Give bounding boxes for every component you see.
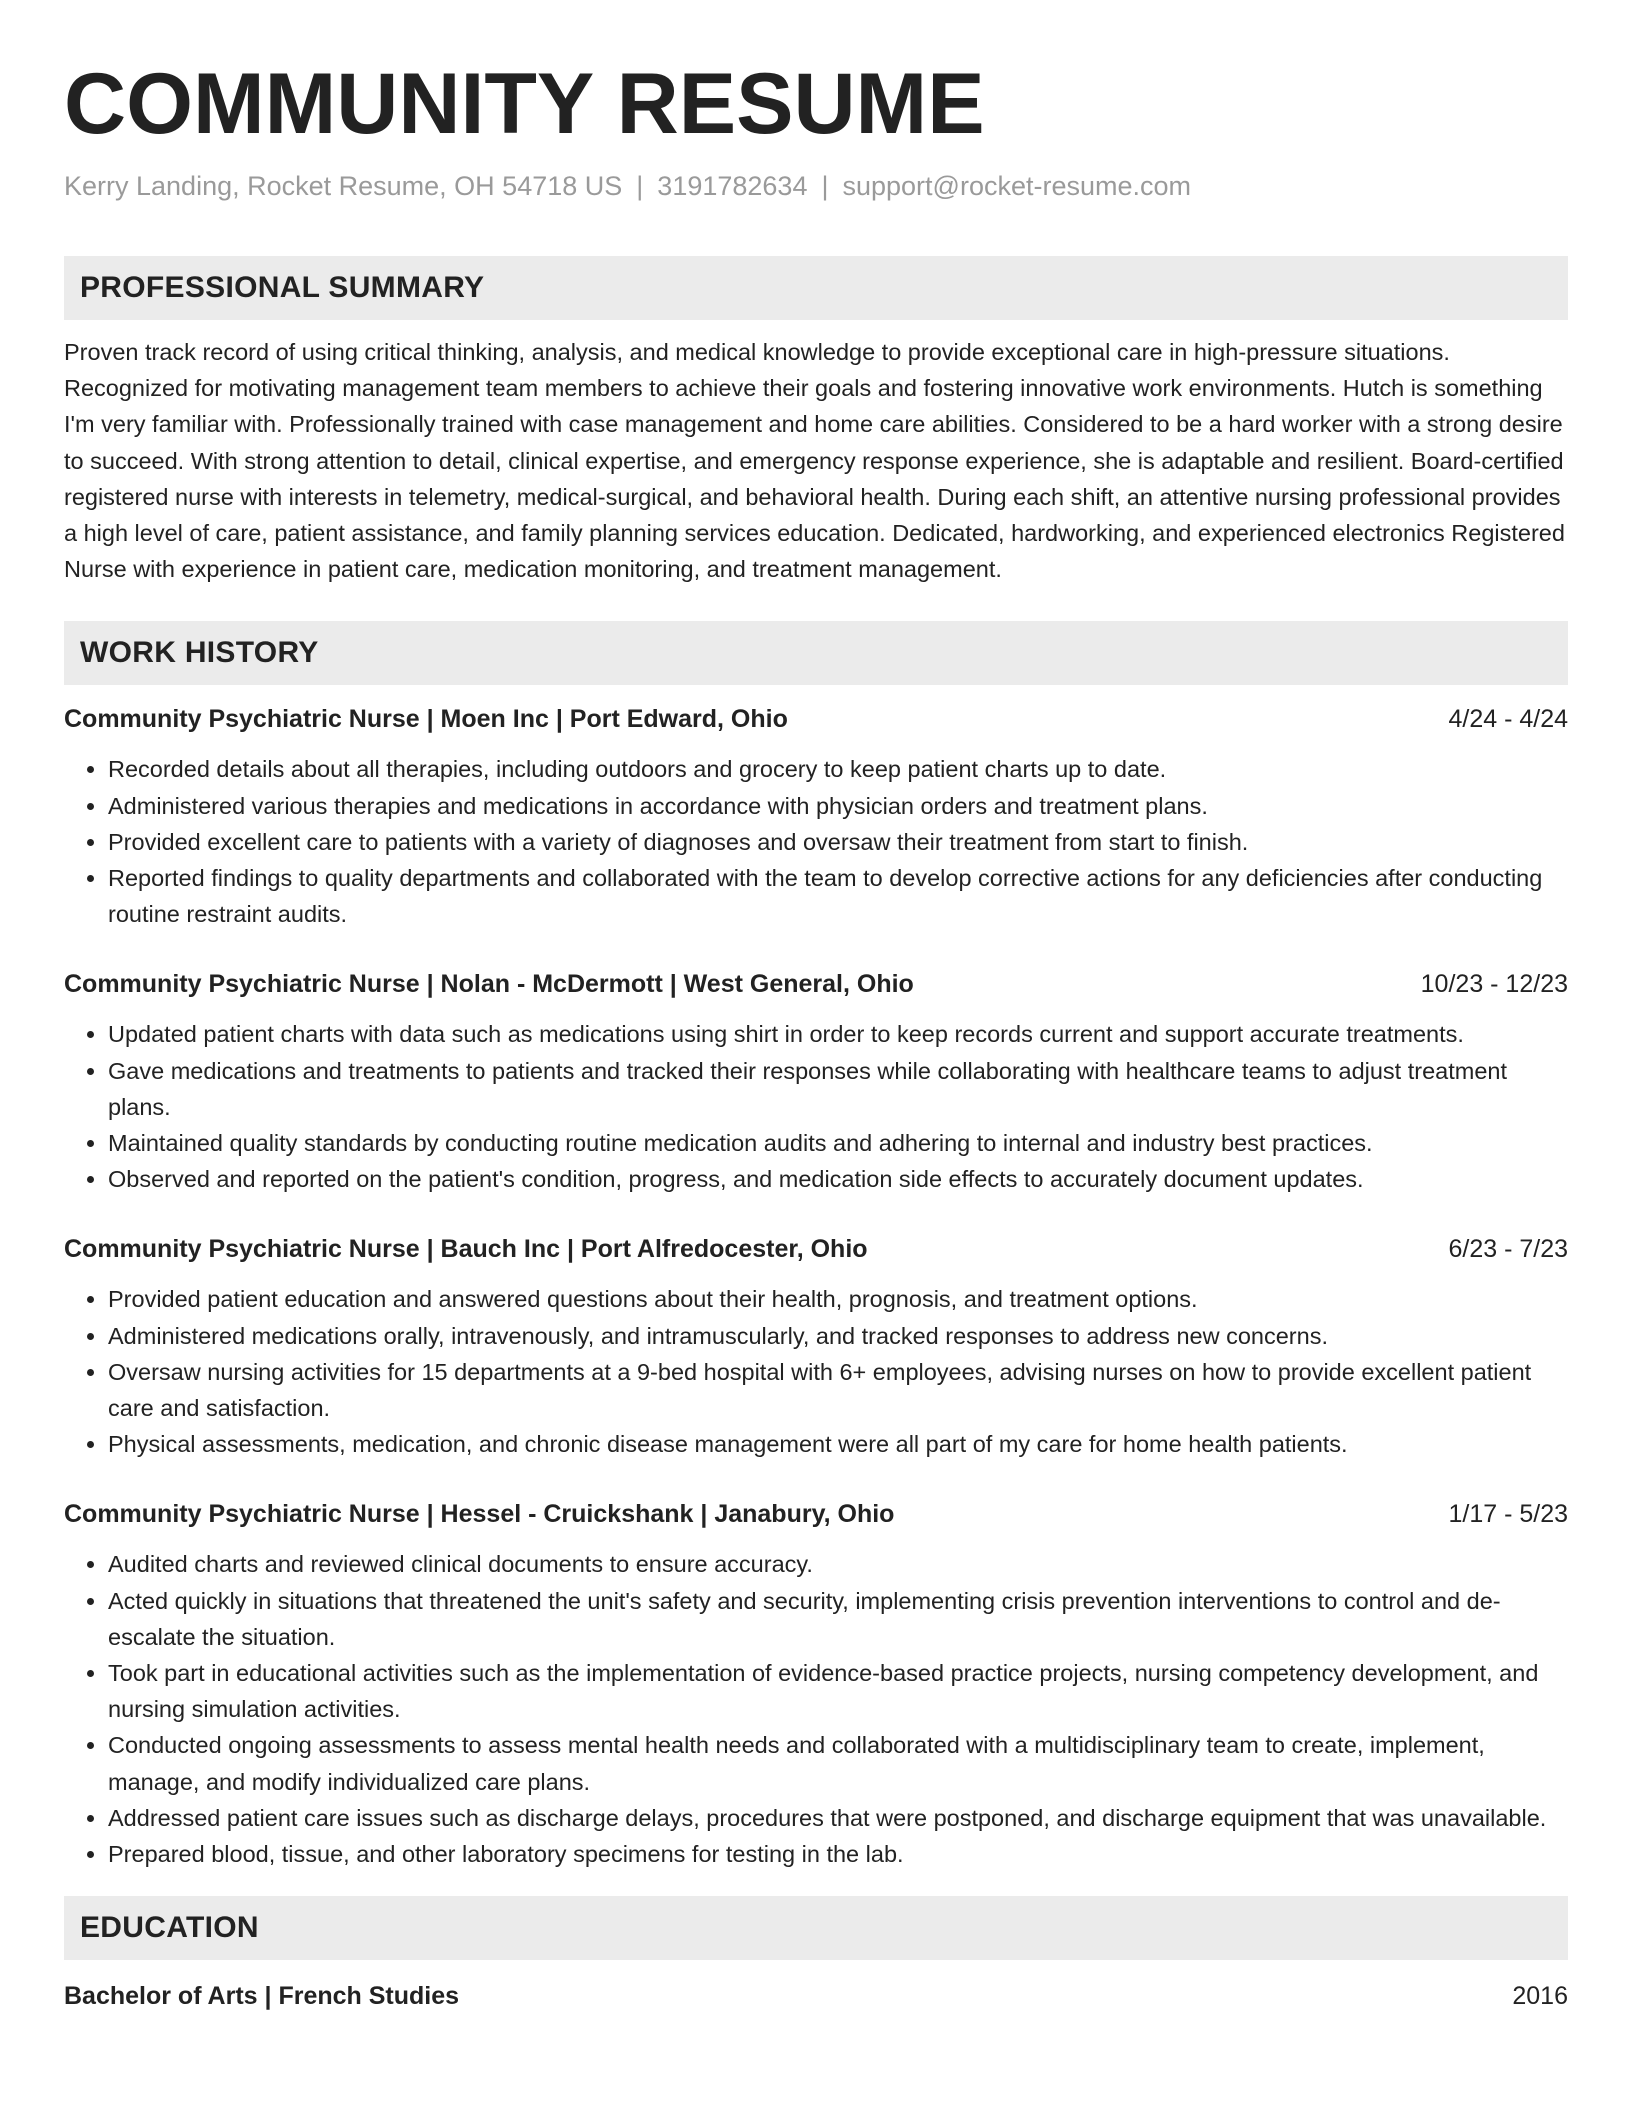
job-bullet: • Oversaw nursing activities for 15 departments at a 9-bed hospital with 6+ employees, advising nurses on how to provide excellent patient care and satisfaction. — [108, 1354, 1568, 1426]
job-bullet: • Addressed patient care issues such as discharge delays, procedures that were postponed, and discharge equipment that was unavailable. — [108, 1800, 1568, 1836]
job-bullet: • Observed and reported on the patient's condition, progress, and medication side effects to accurately document updates. — [108, 1161, 1568, 1197]
education-year: 2016 — [1512, 1982, 1568, 2011]
summary-heading — [64, 256, 1568, 320]
job-bullet: • Reported findings to quality departments and collaborated with the team to develop corrective actions for any deficiencies after conducting routine restraint audits. — [108, 860, 1568, 932]
education-heading — [64, 1896, 1568, 1960]
work-history-heading-label: WORK HISTORY — [80, 636, 319, 670]
job-entry — [64, 701, 1568, 932]
job-title-row — [64, 701, 1568, 737]
contact-separator: | — [821, 171, 829, 201]
job-title-row — [64, 966, 1568, 1002]
job-bullet: • Physical assessments, medication, and chronic disease management were all part of my care for home health patients. — [108, 1426, 1568, 1462]
job-title-row — [64, 1496, 1568, 1532]
job-title: Community Psychiatric Nurse | Bauch Inc | Port Alfredocester, Ohio — [64, 1235, 868, 1264]
job-bullet: • Maintained quality standards by conducting routine medication audits and adhering to internal and industry best practices. — [108, 1125, 1568, 1161]
job-bullet: • Administered various therapies and medications in accordance with physician orders and treatment plans. — [108, 788, 1568, 824]
contact-separator: | — [636, 171, 644, 201]
job-title: Community Psychiatric Nurse | Hessel - Cruickshank | Janabury, Ohio — [64, 1500, 895, 1529]
job-list — [64, 701, 1568, 1872]
contact-address: Kerry Landing, Rocket Resume, OH 54718 US — [64, 171, 623, 201]
job-bullet: • Provided excellent care to patients with a variety of diagnoses and oversaw their treatment from start to finish. — [108, 824, 1568, 860]
job-entry — [64, 1231, 1568, 1462]
job-dates: 4/24 - 4/24 — [1448, 705, 1568, 734]
job-bullet-list — [64, 1546, 1568, 1872]
job-bullet: • Audited charts and reviewed clinical documents to ensure accuracy. — [108, 1546, 1568, 1582]
job-bullet: • Prepared blood, tissue, and other laboratory specimens for testing in the lab. — [108, 1836, 1568, 1872]
job-bullet-list — [64, 751, 1568, 932]
job-bullet: • Took part in educational activities such as the implementation of evidence-based practice projects, nursing competency development, and nursing simulation activities. — [108, 1655, 1568, 1727]
job-bullet: • Gave medications and treatments to patients and tracked their responses while collaborating with healthcare teams to adjust treatment plans. — [108, 1053, 1568, 1125]
job-entry — [64, 966, 1568, 1197]
job-bullet: • Recorded details about all therapies, including outdoors and grocery to keep patient charts up to date. — [108, 751, 1568, 787]
job-bullet: • Conducted ongoing assessments to assess mental health needs and collaborated with a multidisciplinary team to create, implement, manage, and modify individualized care plans. — [108, 1727, 1568, 1799]
job-dates: 10/23 - 12/23 — [1420, 970, 1568, 999]
job-title: Community Psychiatric Nurse | Nolan - McDermott | West General, Ohio — [64, 970, 914, 999]
education-entry — [64, 1978, 1568, 2014]
job-bullet-list — [64, 1016, 1568, 1197]
contact-phone: 3191782634 — [657, 171, 808, 201]
job-dates: 6/23 - 7/23 — [1448, 1235, 1568, 1264]
job-bullet: • Acted quickly in situations that threatened the unit's safety and security, implementing crisis prevention interventions to control and de-escalate the situation. — [108, 1583, 1568, 1655]
contact-email: support@rocket-resume.com — [842, 171, 1192, 201]
job-bullet: • Administered medications orally, intravenously, and intramuscularly, and tracked responses to address new concerns. — [108, 1318, 1568, 1354]
work-history-heading — [64, 621, 1568, 685]
job-entry — [64, 1496, 1568, 1872]
contact-line — [64, 168, 1568, 204]
education-heading-label: EDUCATION — [80, 1911, 259, 1945]
summary-heading-label: PROFESSIONAL SUMMARY — [80, 271, 485, 304]
job-title: Community Psychiatric Nurse | Moen Inc | Port Edward, Ohio — [64, 705, 788, 734]
resume-name: COMMUNITY RESUME — [64, 56, 985, 152]
summary-text: Proven track record of using critical thinking, analysis, and medical knowledge to provide exceptional care in high-pressure situations. Recognized for motivating management team members to achieve their goals and fostering innovative work environments. Hutch is something I'm very familiar with. Professionally trained with case management and home care abilities. Considered to be a hard worker with a strong desire to succeed. With strong attention to detail, clinical expertise, and emergency response experience, she is adaptable and resilient. Board-certified registered nurse with interests in telemetry, medical-surgical, and behavioral health. During each shift, an attentive nursing professional provides a high level of care, patient assistance, and family planning services education. Dedicated, hardworking, and experienced electronics Registered Nurse with experience in patient care, medication monitoring, and treatment management. — [64, 339, 1565, 583]
job-bullet: • Updated patient charts with data such as medications using shirt in order to keep records current and support accurate treatments. — [108, 1016, 1568, 1052]
job-title-row — [64, 1231, 1568, 1267]
job-dates: 1/17 - 5/23 — [1448, 1500, 1568, 1529]
education-degree: Bachelor of Arts | French Studies — [64, 1982, 460, 2011]
job-bullet-list — [64, 1281, 1568, 1462]
job-bullet: • Provided patient education and answered questions about their health, prognosis, and treatment options. — [108, 1281, 1568, 1317]
